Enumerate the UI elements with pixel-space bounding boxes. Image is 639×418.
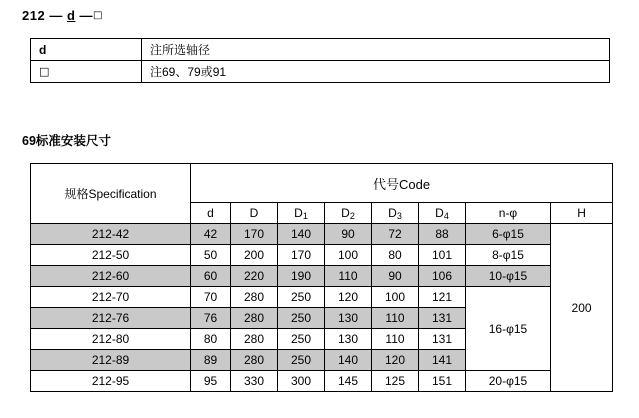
cell-D3: 90 bbox=[372, 266, 419, 287]
cell-d: 50 bbox=[191, 245, 231, 266]
legend-key-box: □ bbox=[31, 61, 142, 83]
header-specification: 规格Specification bbox=[31, 164, 191, 224]
cell-d: 70 bbox=[191, 287, 231, 308]
cell-n-phi: 6-φ15 bbox=[466, 224, 551, 245]
cell-D2: 100 bbox=[325, 245, 372, 266]
cell-D: 280 bbox=[231, 350, 278, 371]
header-col-D4: $D_4$ bbox=[419, 203, 466, 224]
header-col-D: D bbox=[231, 203, 278, 224]
cell-D4: 101 bbox=[419, 245, 466, 266]
cell-D: 280 bbox=[231, 308, 278, 329]
table-row bbox=[31, 39, 610, 61]
cell-D: 280 bbox=[231, 287, 278, 308]
cell-n-phi: 20-φ15 bbox=[466, 371, 551, 392]
cell-spec: 212-80 bbox=[31, 329, 191, 350]
cell-D2: 90 bbox=[325, 224, 372, 245]
cell-spec: 212-70 bbox=[31, 287, 191, 308]
cell-D1: 250 bbox=[278, 308, 325, 329]
cell-D4: 131 bbox=[419, 308, 466, 329]
cell-D3: 120 bbox=[372, 350, 419, 371]
table-row bbox=[31, 245, 613, 266]
cell-D: 200 bbox=[231, 245, 278, 266]
legend-table bbox=[30, 38, 610, 83]
cell-n-phi: 10-φ15 bbox=[466, 266, 551, 287]
cell-D2: 120 bbox=[325, 287, 372, 308]
cell-n-phi-merged: 16-φ15 bbox=[466, 287, 551, 371]
cell-D1: 140 bbox=[278, 224, 325, 245]
cell-D: 220 bbox=[231, 266, 278, 287]
cell-d: 80 bbox=[191, 329, 231, 350]
cell-D4: 106 bbox=[419, 266, 466, 287]
cell-n-phi: 8-φ15 bbox=[466, 245, 551, 266]
cell-D3: 110 bbox=[372, 308, 419, 329]
table-header-row-1 bbox=[31, 164, 613, 203]
cell-spec: 212-95 bbox=[31, 371, 191, 392]
cell-D1: 190 bbox=[278, 266, 325, 287]
title-box-symbol: □ bbox=[93, 10, 103, 21]
page-title bbox=[22, 8, 103, 23]
table-row bbox=[31, 266, 613, 287]
cell-spec: 212-89 bbox=[31, 350, 191, 371]
specification-table bbox=[30, 163, 613, 392]
cell-d: 60 bbox=[191, 266, 231, 287]
header-code: 代号Code bbox=[191, 164, 613, 203]
header-col-n-phi: n-φ bbox=[466, 203, 551, 224]
table-row bbox=[31, 371, 613, 392]
cell-D3: 110 bbox=[372, 329, 419, 350]
cell-d: 76 bbox=[191, 308, 231, 329]
title-d-symbol: d bbox=[66, 8, 76, 23]
legend-desc-d: 注所选轴径 bbox=[142, 39, 610, 61]
cell-D1: 250 bbox=[278, 329, 325, 350]
cell-spec: 212-50 bbox=[31, 245, 191, 266]
cell-D: 330 bbox=[231, 371, 278, 392]
cell-spec: 212-42 bbox=[31, 224, 191, 245]
legend-desc-box: 注69、79或91 bbox=[142, 61, 610, 83]
header-col-D1: $D_1$ bbox=[278, 203, 325, 224]
cell-spec: 212-76 bbox=[31, 308, 191, 329]
cell-D1: 250 bbox=[278, 350, 325, 371]
cell-D4: 88 bbox=[419, 224, 466, 245]
cell-D2: 145 bbox=[325, 371, 372, 392]
cell-D4: 141 bbox=[419, 350, 466, 371]
header-col-D3: $D_3$ bbox=[372, 203, 419, 224]
cell-D2: 140 bbox=[325, 350, 372, 371]
table-row bbox=[31, 61, 610, 83]
header-col-H: H bbox=[551, 203, 613, 224]
cell-D4: 151 bbox=[419, 371, 466, 392]
cell-d: 95 bbox=[191, 371, 231, 392]
cell-H-merged: 200 bbox=[551, 224, 613, 392]
cell-D4: 121 bbox=[419, 287, 466, 308]
legend-key-d: d bbox=[31, 39, 142, 61]
cell-D2: 130 bbox=[325, 329, 372, 350]
cell-D3: 100 bbox=[372, 287, 419, 308]
table-row bbox=[31, 287, 613, 308]
cell-D1: 300 bbox=[278, 371, 325, 392]
title-dash-1: — bbox=[49, 8, 63, 23]
header-col-d: d bbox=[191, 203, 231, 224]
cell-D3: 125 bbox=[372, 371, 419, 392]
table-row bbox=[31, 224, 613, 245]
cell-D3: 72 bbox=[372, 224, 419, 245]
title-prefix: 212 bbox=[22, 8, 46, 23]
cell-D2: 130 bbox=[325, 308, 372, 329]
cell-D3: 80 bbox=[372, 245, 419, 266]
cell-D: 280 bbox=[231, 329, 278, 350]
cell-D: 170 bbox=[231, 224, 278, 245]
cell-D2: 110 bbox=[325, 266, 372, 287]
cell-D4: 131 bbox=[419, 329, 466, 350]
title-dash-2: — bbox=[79, 8, 94, 23]
section-title: 69标准安装尺寸 bbox=[22, 134, 111, 148]
cell-D1: 170 bbox=[278, 245, 325, 266]
cell-d: 42 bbox=[191, 224, 231, 245]
cell-spec: 212-60 bbox=[31, 266, 191, 287]
cell-d: 89 bbox=[191, 350, 231, 371]
cell-D1: 250 bbox=[278, 287, 325, 308]
header-col-D2: $D_2$ bbox=[325, 203, 372, 224]
